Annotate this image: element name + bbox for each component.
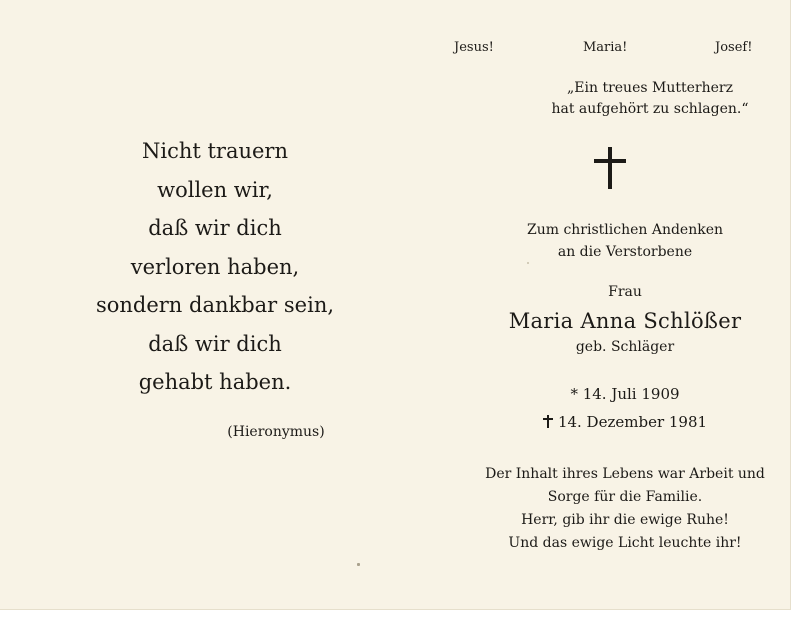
quote-line: „Ein treues Mutterherz xyxy=(567,80,733,96)
dedication-line: an die Verstorbene xyxy=(557,244,693,260)
quote-line: hat aufgehört zu schlagen.“ xyxy=(551,101,749,117)
closing-line: Der Inhalt ihres Lebens war Arbeit und xyxy=(485,466,765,482)
death-date-text: 14. Dezember 1981 xyxy=(557,413,708,431)
poem-line: daß wir dich xyxy=(148,331,282,356)
quote xyxy=(540,78,760,120)
honorific: Frau xyxy=(608,284,642,300)
poem-line: sondern dankbar sein, xyxy=(95,293,335,317)
poem xyxy=(80,132,350,402)
paper-speck xyxy=(527,262,529,264)
death-date xyxy=(480,413,770,431)
paper-speck xyxy=(357,563,360,566)
poem-line: Nicht trauern xyxy=(141,139,288,163)
small-cross-icon xyxy=(543,415,552,428)
poem-line: gehabt haben. xyxy=(138,370,292,394)
dedication xyxy=(480,219,770,263)
invocation-jesus: Jesus! xyxy=(454,40,494,55)
closing-line: Sorge für die Familie. xyxy=(547,489,703,505)
dedication-line: Zum christlichen Andenken xyxy=(526,222,724,238)
deceased-name: Maria Anna Schlößer xyxy=(508,309,742,333)
closing-line: Herr, gib ihr die ewige Ruhe! xyxy=(521,512,729,528)
poem-line: verloren haben, xyxy=(130,254,300,279)
closing-line: Und das ewige Licht leuchte ihr! xyxy=(508,535,742,551)
poem-line: daß wir dich xyxy=(148,216,282,240)
invocation-josef: Josef! xyxy=(715,40,753,55)
birth-date: * 14. Juli 1909 xyxy=(570,385,680,403)
poem-attribution: (Hieronymus) xyxy=(227,424,325,440)
closing-text xyxy=(480,463,770,555)
cross-icon xyxy=(590,147,630,189)
maiden-name: geb. Schläger xyxy=(575,339,675,355)
invocation-maria: Maria! xyxy=(583,40,628,55)
poem-line: wollen wir, xyxy=(157,177,273,202)
